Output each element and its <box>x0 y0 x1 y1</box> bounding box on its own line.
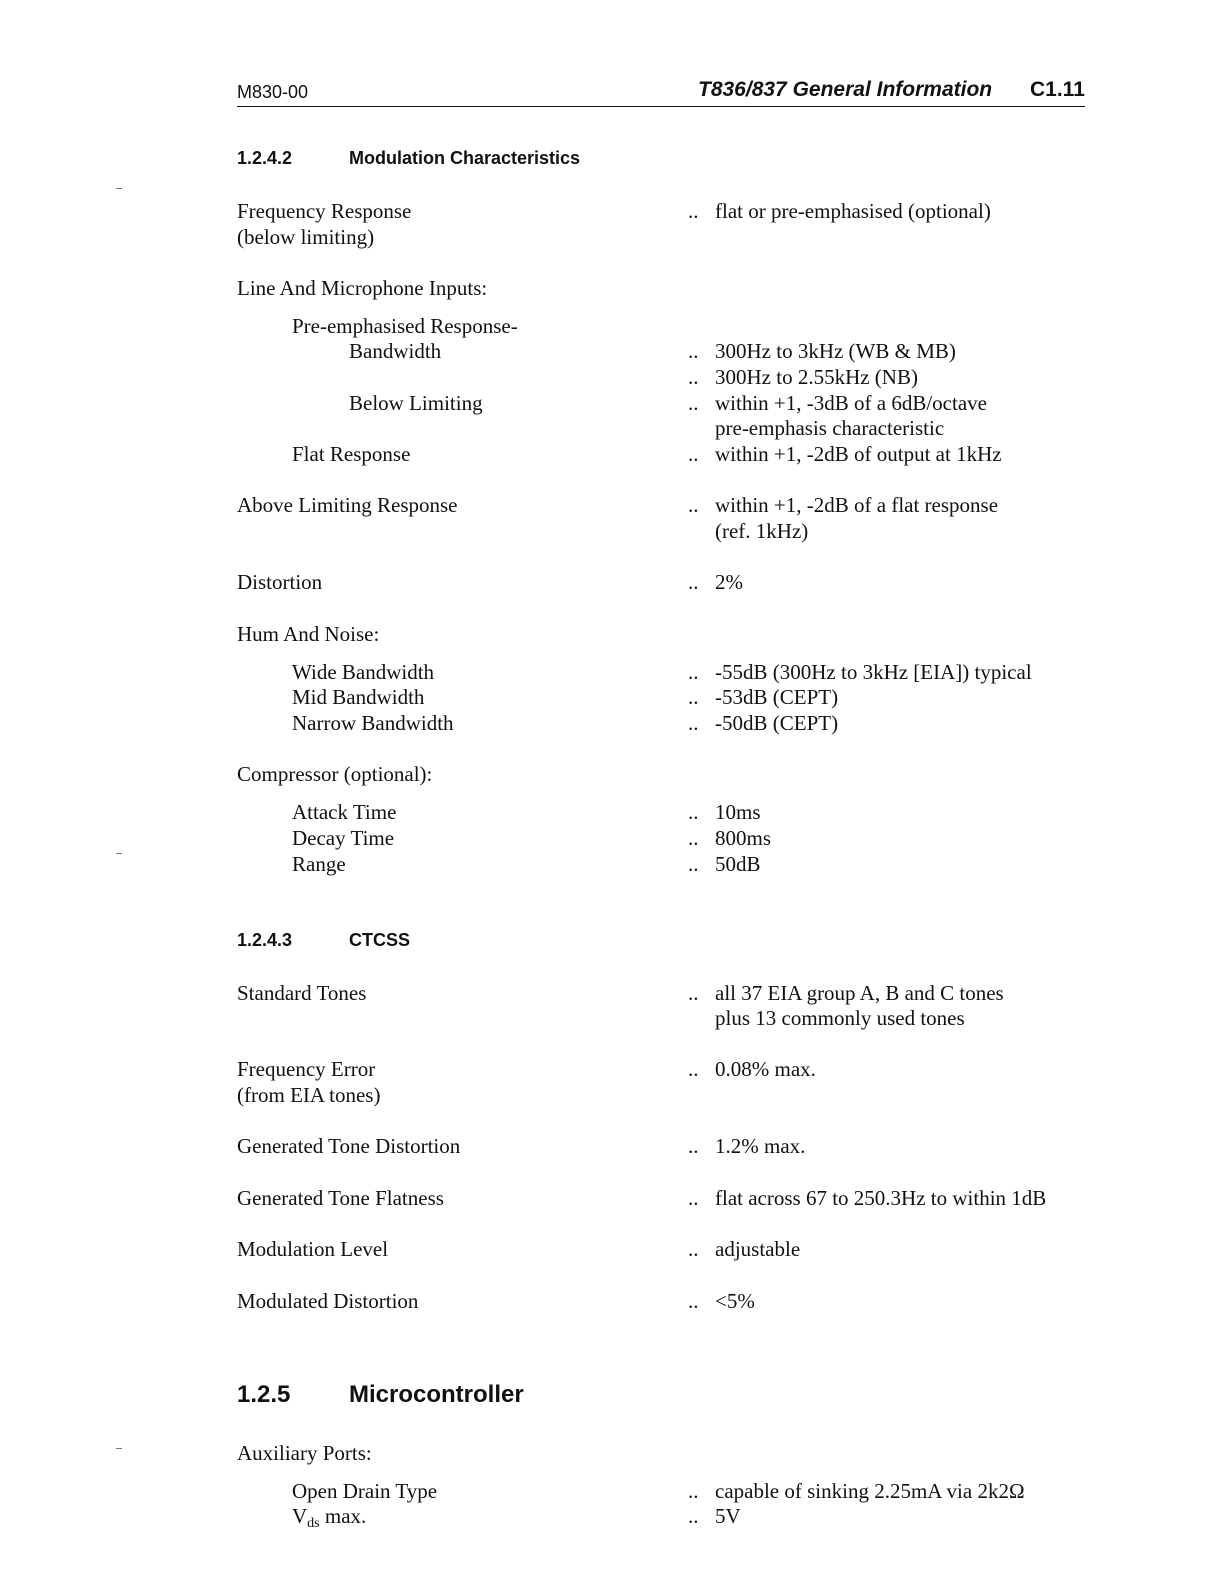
leader-dots: .. <box>688 339 699 363</box>
leader-dots: .. <box>688 391 699 415</box>
scan-mark <box>116 853 122 854</box>
spec-label: Open Drain Type <box>292 1479 438 1503</box>
spec-value: 0.08% max. <box>715 1057 816 1081</box>
spec-label: Modulation Level <box>237 1237 389 1261</box>
spec-label: Flat Response <box>292 442 411 466</box>
spec-label: Frequency Response <box>237 199 412 223</box>
leader-dots: .. <box>688 1057 699 1081</box>
spec-label: Mid Bandwidth <box>292 685 425 709</box>
leader-dots: .. <box>688 1186 699 1210</box>
group-label: Auxiliary Ports: <box>237 1441 372 1465</box>
leader-dots: .. <box>688 1504 699 1528</box>
spec-value: all 37 EIA group A, B and C tones <box>715 981 1004 1005</box>
spec-label: Attack Time <box>292 800 397 824</box>
spec-value: flat or pre-emphasised (optional) <box>715 199 991 223</box>
section-number: 1.2.4.3 <box>237 930 293 950</box>
group-label: Compressor (optional): <box>237 762 433 786</box>
doc-title: T836/837 General Information <box>698 78 993 101</box>
section-number: 1.2.5 <box>237 1381 291 1408</box>
leader-dots: .. <box>688 1289 699 1313</box>
spec-value: adjustable <box>715 1237 801 1261</box>
spec-value: 300Hz to 3kHz (WB & MB) <box>715 339 956 363</box>
leader-dots: .. <box>688 1479 699 1503</box>
page-number: C1.11 <box>1030 78 1085 101</box>
leader-dots: .. <box>688 570 699 594</box>
section-title: Microcontroller <box>349 1381 524 1408</box>
leader-dots: .. <box>688 981 699 1005</box>
spec-label: Range <box>292 852 346 876</box>
spec-label: Below Limiting <box>349 391 483 415</box>
spec-value: pre-emphasis characteristic <box>715 416 945 440</box>
spec-label: Bandwidth <box>349 339 442 363</box>
leader-dots: .. <box>688 199 699 223</box>
spec-label: Frequency Error <box>237 1057 376 1081</box>
spec-value: <5% <box>715 1289 755 1313</box>
section-title: Modulation Characteristics <box>349 148 581 168</box>
spec-value: -50dB (CEPT) <box>715 711 839 735</box>
section-title: CTCSS <box>349 930 411 950</box>
spec-label: Standard Tones <box>237 981 367 1005</box>
spec-sublabel: (below limiting) <box>237 225 375 249</box>
spec-value: 800ms <box>715 826 772 850</box>
spec-value: (ref. 1kHz) <box>715 519 809 543</box>
spec-value: capable of sinking 2.25mA via 2k2Ω <box>715 1479 1025 1503</box>
spec-label: Pre-emphasised Response- <box>292 314 518 338</box>
leader-dots: .. <box>688 660 699 684</box>
scan-mark <box>116 1448 122 1449</box>
vds-suffix: max. <box>319 1504 367 1528</box>
group-label: Hum And Noise: <box>237 622 380 646</box>
spec-value: 300Hz to 2.55kHz (NB) <box>715 365 918 389</box>
spec-label: Narrow Bandwidth <box>292 711 454 735</box>
spec-value: within +1, -2dB of a flat response <box>715 493 999 517</box>
spec-label: Wide Bandwidth <box>292 660 435 684</box>
leader-dots: .. <box>688 852 699 876</box>
spec-value: flat across 67 to 250.3Hz to within 1dB <box>715 1186 1047 1210</box>
leader-dots: .. <box>688 442 699 466</box>
spec-label: Distortion <box>237 570 323 594</box>
spec-label: Decay Time <box>292 826 395 850</box>
spec-value: 2% <box>715 570 743 594</box>
spec-value: -53dB (CEPT) <box>715 685 839 709</box>
leader-dots: .. <box>688 365 699 389</box>
vds-symbol: V <box>292 1504 308 1528</box>
leader-dots: .. <box>688 1134 699 1158</box>
vds-label <box>292 1503 366 1529</box>
spec-label: Generated Tone Flatness <box>237 1186 444 1210</box>
scan-mark <box>116 188 122 189</box>
leader-dots: .. <box>688 685 699 709</box>
leader-dots: .. <box>688 800 699 824</box>
group-label: Line And Microphone Inputs: <box>237 276 488 300</box>
spec-value: within +1, -2dB of output at 1kHz <box>715 442 1002 466</box>
spec-value: plus 13 commonly used tones <box>715 1006 965 1030</box>
spec-label: Above Limiting Response <box>237 493 458 517</box>
spec-value: -55dB (300Hz to 3kHz [EIA]) typical <box>715 660 1032 684</box>
leader-dots: .. <box>688 826 699 850</box>
spec-sublabel: (from EIA tones) <box>237 1083 381 1107</box>
spec-value: 1.2% max. <box>715 1134 806 1158</box>
leader-dots: .. <box>688 493 699 517</box>
vds-subscript: ds <box>307 1516 320 1531</box>
spec-label: Modulated Distortion <box>237 1289 419 1313</box>
spec-label: Generated Tone Distortion <box>237 1134 461 1158</box>
leader-dots: .. <box>688 711 699 735</box>
spec-value: 5V <box>715 1504 741 1528</box>
spec-value: 50dB <box>715 852 761 876</box>
leader-dots: .. <box>688 1237 699 1261</box>
spec-value: 10ms <box>715 800 761 824</box>
spec-value: within +1, -3dB of a 6dB/octave <box>715 391 987 415</box>
doc-code: M830-00 <box>237 82 309 102</box>
section-number: 1.2.4.2 <box>237 148 293 168</box>
header-rule <box>237 106 1085 107</box>
